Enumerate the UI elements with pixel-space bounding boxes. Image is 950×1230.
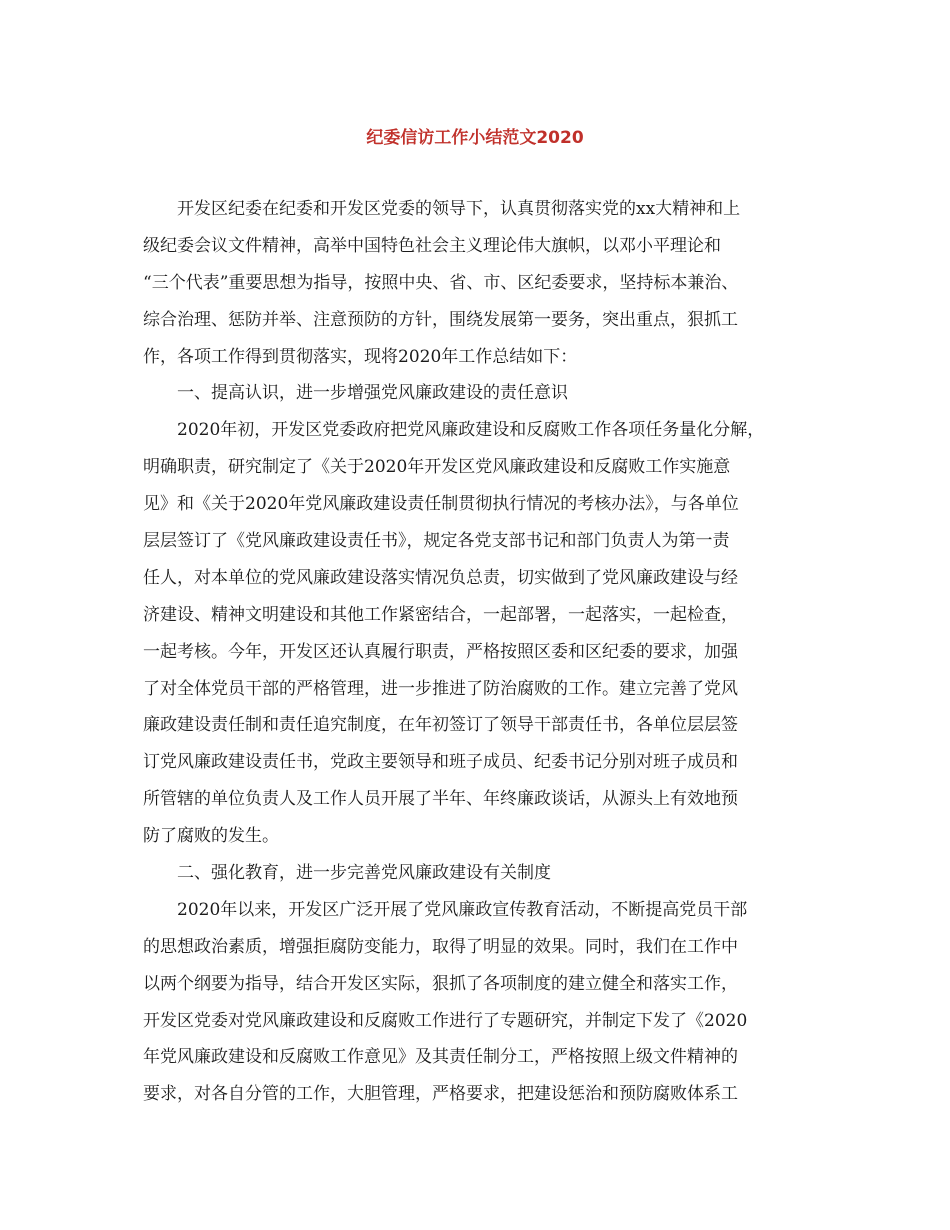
body-line: “三个代表”重要思想为指导，按照中央、省、市、区纪委要求，坚持标本兼治、 [143,272,739,293]
body-line: 见》和《关于2020年党风廉政建设责任制贯彻执行情况的考核办法》，与各单位 [143,494,739,515]
body-line: 防了腐败的发生。 [143,826,279,847]
body-line: 以两个纲要为指导，结合开发区实际，狠抓了各项制度的建立健全和落实工作， [143,973,738,994]
document-body [143,191,815,1113]
section-heading: 一、提高认识，进一步增强党风廉政建设的责任意识 [177,383,568,404]
body-line: 开发区党委对党风廉政建设和反腐败工作进行了专题研究，并制定下发了《2020 [143,1010,748,1031]
body-line: 一起考核。今年，开发区还认真履行职责，严格按照区委和区纪委的要求，加强 [143,641,738,662]
body-line: 综合治理、惩防并举、注意预防的方针，围绕发展第一要务，突出重点，狠抓工 [143,309,738,330]
body-line: 订党风廉政建设责任书，党政主要领导和班子成员、纪委书记分别对班子成员和 [143,752,738,773]
body-line: 作，各项工作得到贯彻落实，现将2020年工作总结如下： [143,346,578,367]
body-line: 廉政建设责任制和责任追究制度，在年初签订了领导干部责任书，各单位层层签 [143,715,738,736]
body-line: 2020年以来，开发区广泛开展了党风廉政宣传教育活动，不断提高党员干部 [177,899,748,920]
body-line: 济建设、精神文明建设和其他工作紧密结合，一起部署，一起落实，一起检查， [143,604,738,625]
body-line: 要求，对各自分管的工作，大胆管理，严格要求，把建设惩治和预防腐败体系工 [143,1084,738,1105]
body-line: 了对全体党员干部的严格管理，进一步推进了防治腐败的工作。建立完善了党风 [143,678,738,699]
body-line: 任人，对本单位的党风廉政建设落实情况负总责，切实做到了党风廉政建设与经 [143,567,738,588]
body-line: 级纪委会议文件精神，高举中国特色社会主义理论伟大旗帜，以邓小平理论和 [143,235,721,256]
document-title: 纪委信访工作小结范文2020 [366,128,584,148]
body-line: 年党风廉政建设和反腐败工作意见》及其责任制分工，严格按照上级文件精神的 [143,1047,738,1068]
body-line: 2020年初，开发区党委政府把党风廉政建设和反腐败工作各项任务量化分解， [177,420,765,441]
body-line: 层层签订了《党风廉政建设责任书》，规定各党支部书记和部门负责人为第一责 [143,531,730,552]
body-line: 开发区纪委在纪委和开发区党委的领导下，认真贯彻落实党的xx大精神和上 [177,199,741,219]
body-line: 所管辖的单位负责人及工作人员开展了半年、年终廉政谈话，从源头上有效地预 [143,789,738,810]
section-heading: 二、强化教育，进一步完善党风廉政建设有关制度 [177,863,551,884]
body-line: 的思想政治素质，增强拒腐防变能力，取得了明显的效果。同时，我们在工作中 [143,936,738,957]
body-line: 明确职责，研究制定了《关于2020年开发区党风廉政建设和反腐败工作实施意 [143,457,731,478]
